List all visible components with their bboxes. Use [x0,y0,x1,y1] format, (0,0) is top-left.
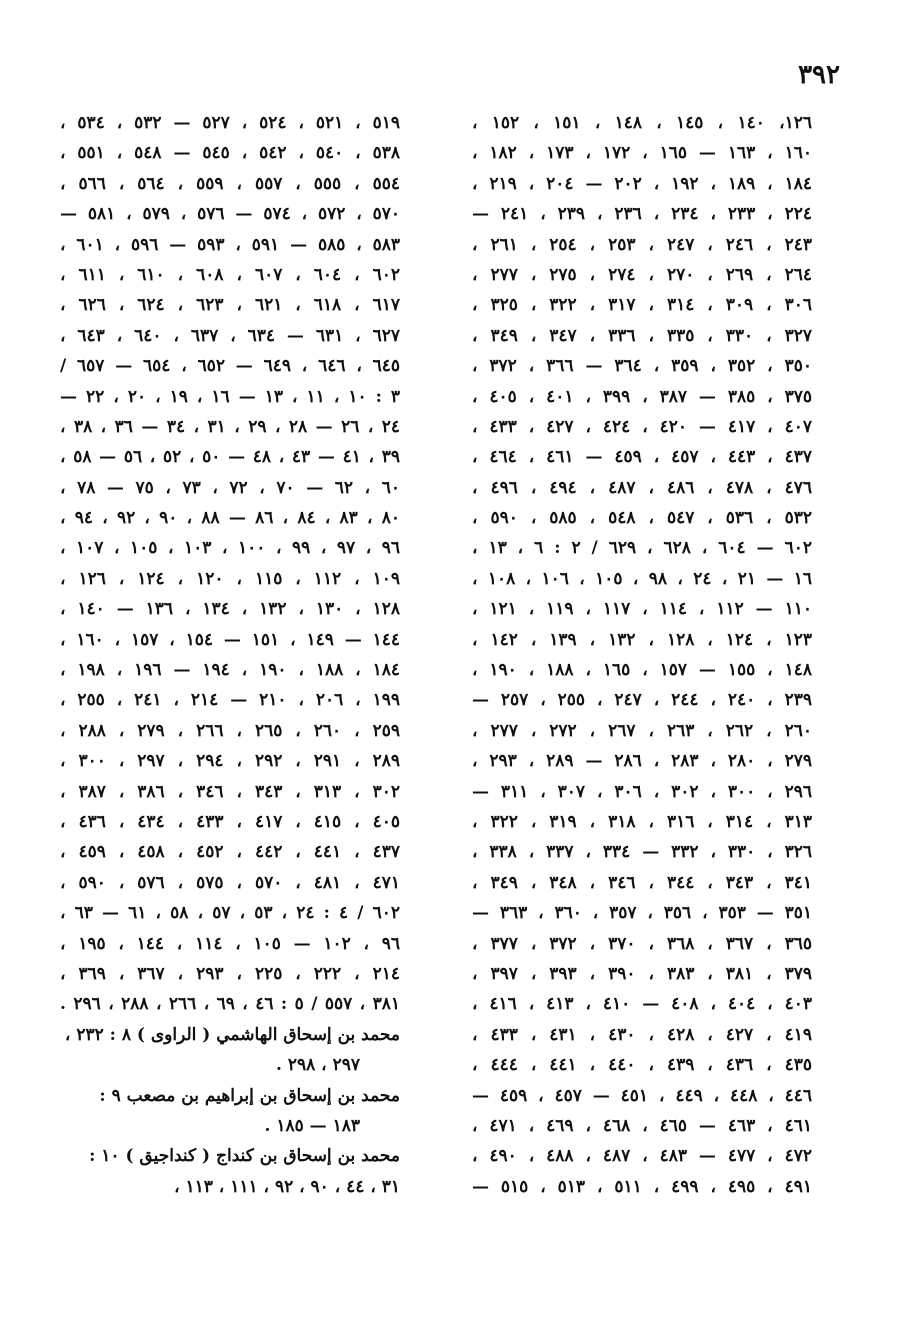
index-line: ٢٥٩ ، ٢٦٠ ، ٢٦٥ ، ٢٦٦ ، ٢٧٩ ، ٢٨٨ ، [60,720,400,741]
index-line: ٥٣٢ ، ٥٣٦ ، ٥٤٧ ، ٥٤٨ ، ٥٨٥ ، ٥٩٠ ، [472,508,812,529]
index-line: ٤٣٥ ، ٤٣٦ ، ٤٣٩ ، ٤٤٠ ، ٤٤١ ، ٤٤٤ ، [472,1055,812,1076]
index-line: ٥١٩ ، ٥٢١ ، ٥٢٤ ، ٥٢٧ — ٥٣٢ ، ٥٣٤ ، [60,113,400,133]
entry-line: محمد بن إسحاق الهاشمي ( الراوى ) ٨ : ٢٣٢ ، [64,1024,400,1045]
index-line: ٣١٣ ، ٣١٤ ، ٣١٦ ، ٣١٨ ، ٣١٩ ، ٣٢٢ ، [472,811,812,832]
index-line: ١٠٩ ، ١١٢ ، ١١٥ ، ١٢٠ ، ١٢٤ ، ١٢٦ ، [60,568,400,589]
index-line: ٣٧٥ ، ٣٨٥ — ٣٨٧ ، ٣٩٩ ، ٤٠١ ، ٤٠٥ ، [472,386,812,407]
index-line: ٩٦ ، ٩٧ ، ٩٩ ، ١٠٠ ، ١٠٣ ، ١٠٥ ، ١٠٧ ، [60,538,400,559]
entry-line: محمد بن إسحاق بن إبراهيم بن مصعب ٩ : [99,1085,400,1106]
index-line: ٥٨٣ ، ٥٨٥ — ٥٩١ ، ٥٩٣ — ٥٩٦ ، ٦٠١ ، [60,234,400,255]
index-entry [60,1020,400,1081]
index-line: ٢٦٤ ، ٢٦٩ ، ٢٧٠ ، ٢٧٤ ، ٢٧٥ ، ٢٧٧ ، [472,264,812,285]
index-line: ٣٧٩ ، ٣٨١ ، ٣٨٣ ، ٣٩٠ ، ٣٩٣ ، ٣٩٧ ، [472,963,812,984]
index-line: ٤١٩ ، ٤٢٧ ، ٤٢٨ ، ٤٣٠ ، ٤٣١ ، ٤٣٣ ، [472,1024,812,1045]
index-line: ١٩٩ ، ٢٠٦ ، ٢١٠ — ٢١٤ ، ٢٤١ ، ٢٥٥ ، [60,690,400,711]
page-number: ٣٩٢ [798,60,840,90]
index-line: ٤٧١ ، ٤٨١ ، ٥٧٠ ، ٥٧٥ ، ٥٧٦ ، ٥٩٠ ، [60,872,400,893]
index-line: ٢٩٦ ، ٣٠٠ ، ٣٠٢ ، ٣٠٦ ، ٣٠٧ ، ٣١١ — [472,781,812,802]
index-line: ١٦٠ ، ١٦٣ — ١٦٥ ، ١٧٢ ، ١٧٣ ، ١٨٢ ، [472,143,812,164]
index-line: ٤٧٢ ، ٤٧٧ — ٤٨٣ ، ٤٨٧ ، ٤٨٨ ، ٤٩٠ ، [472,1146,812,1167]
index-line: ٣٥١ — ٣٥٣ ، ٣٥٦ ، ٣٥٧ ، ٣٦٠ ، ٣٦٣ — [472,903,812,924]
index-line: ٢٤٣ ، ٢٤٦ ، ٢٤٧ ، ٢٥٣ ، ٢٥٤ ، ٢٦١ ، [472,234,812,255]
index-line: ١٢٨ ، ١٣٠ ، ١٣٢ ، ١٣٤ ، ١٣٦ — ١٤٠ ، [60,599,400,620]
left-column-numbers [60,108,400,1020]
index-line: ٣٦٥ ، ٣٦٧ ، ٣٦٨ ، ٣٧٠ ، ٣٧٢ ، ٣٧٧ ، [472,933,812,954]
index-line: ١٤٨ ، ١٥٥ — ١٥٧ ، ١٦٥ ، ١٨٨ ، ١٩٠ ، [472,660,812,681]
index-line: ٢٢٤ ، ٢٣٣ ، ٢٣٤ ، ٢٣٦ ، ٢٣٩ ، ٢٤١ — [472,204,812,225]
index-line: ٤٦١ ، ٤٦٣ — ٤٦٥ ، ٤٦٨ ، ٤٦٩ ، ٤٧١ ، [472,1115,812,1136]
index-line: ٣٤١ ، ٣٤٣ ، ٣٤٤ ، ٣٤٦ ، ٣٤٨ ، ٣٤٩ ، [472,872,812,893]
index-line: ٦١٧ ، ٦١٨ ، ٦٢١ ، ٦٢٣ ، ٦٢٤ ، ٦٢٦ ، [60,295,400,316]
index-line: ٣٨١ ، ٥٥٧ / ٥ : ٤٦ ، ٦٩ ، ٢٦٦ ، ٢٨٨ ، ٢٩٦ . [60,994,400,1015]
index-line: ٤٣٧ ، ٤٤٣ ، ٤٥٧ ، ٤٥٩ — ٤٦١ ، ٤٦٤ ، [472,447,812,468]
index-line: ٤٣٧ ، ٤٤١ ، ٤٤٢ ، ٤٥٢ ، ٤٥٨ ، ٤٥٩ ، [60,842,400,863]
index-line: ٦٠٢ — ٦٠٤ ، ٦٢٨ ، ٦٢٩ / ٢ : ٦ ، ١٣ ، [472,538,812,559]
left-column [60,108,400,1202]
index-line: ٥٥٤ ، ٥٥٥ ، ٥٥٧ ، ٥٥٩ ، ٥٦٤ ، ٥٦٦ ، [60,173,400,194]
index-line: ٢٧٩ ، ٢٨٠ ، ٢٨٣ ، ٢٨٦ — ٢٨٩ ، ٢٩٣ ، [472,751,812,772]
index-line: ٣٠٢ ، ٣١٣ ، ٣٤٣ ، ٣٤٦ ، ٣٨٦ ، ٣٨٧ ، [60,781,400,802]
index-line: ٣ : ١٠ ، ١١ ، ١٣ — ١٦ ، ١٩ ، ٢٠ ، ٢٢ — [60,386,400,407]
index-line: ٨٠ ، ٨٣ ، ٨٤ ، ٨٦ — ٨٨ ، ٩٠ ، ٩٢ ، ٩٤ ، [60,508,400,529]
index-entry [60,1081,400,1142]
index-line: ٦٠ ، ٦٢ — ٧٠ ، ٧٢ ، ٧٣ ، ٧٥ — ٧٨ ، [60,477,400,498]
entry-line: ١٨٣ — ١٨٥ . [264,1115,360,1136]
index-line: ١٢٦، ١٤٠ ، ١٤٥ ، ١٤٨ ، ١٥١ ، ١٥٢ ، [472,113,812,133]
entry-line: محمد بن إسحاق بن كنداج ( كنداجيق ) ١٠ : [89,1146,400,1167]
index-line: ٣٥٠ ، ٣٥٢ ، ٣٥٩ ، ٣٦٤ — ٣٦٦ ، ٣٧٢ ، [472,356,812,377]
index-entry [60,1141,400,1202]
index-line: ٤٠٥ ، ٤١٥ ، ٤١٧ ، ٤٣٣ ، ٤٣٤ ، ٤٣٦ ، [60,811,400,832]
index-line: ٦٠٢ ، ٦٠٤ ، ٦٠٧ ، ٦٠٨ ، ٦١٠ ، ٦١١ ، [60,264,400,285]
index-line: ٩٦ ، ١٠٢ — ١٠٥ ، ١١٤ ، ١٤٤ ، ١٩٥ ، [60,933,400,954]
index-line: ٣٢٧ ، ٣٣٠ ، ٣٣٥ ، ٣٣٦ ، ٣٤٧ ، ٣٤٩ ، [472,325,812,346]
right-column [472,108,812,1202]
index-line: ١٢٣ ، ١٢٤ ، ١٢٨ ، ١٣٢ ، ١٣٩ ، ١٤٢ ، [472,629,812,650]
index-line: ٤٠٧ ، ٤١٧ — ٤٢٠ ، ٤٢٤ ، ٤٢٧ ، ٤٣٣ ، [472,416,812,437]
index-line: ٢٦٠ ، ٢٦٢ ، ٢٦٣ ، ٢٦٧ ، ٢٧٢ ، ٢٧٧ ، [472,720,812,741]
index-line: ٦٢٧ ، ٦٣١ — ٦٣٤ ، ٦٣٧ ، ٦٤٠ ، ٦٤٣ ، [60,325,400,346]
entry-line: ٢٩٧ ، ٢٩٨ . [276,1055,360,1076]
index-line: ٣٩ ، ٤١ — ٤٣ ، ٤٨ — ٥٠ ، ٥٢ ، ٥٦ — ٥٨ ، [60,447,400,468]
index-line: ٥٧٠ ، ٥٧٢ ، ٥٧٤ — ٥٧٦ ، ٥٧٩ ، ٥٨١ — [60,204,400,225]
index-line: ٦٠٢ / ٤ : ٢٤ ، ٥٣ ، ٥٧ ، ٥٨ ، ٦١ — ٦٣ ، [60,903,400,924]
index-line: ٤٧٦ ، ٤٧٨ ، ٤٨٦ ، ٤٨٧ ، ٤٩٤ ، ٤٩٦ ، [472,477,812,498]
index-line: ٤٩١ ، ٤٩٥ ، ٤٩٩ ، ٥١١ ، ٥١٣ ، ٥١٥ — [472,1176,812,1197]
index-line: ٦٤٥ ، ٦٤٦ ، ٦٤٩ — ٦٥٢ ، ٦٥٤ — ٦٥٧ / [60,356,400,377]
index-line: ٤٠٣ ، ٤٠٤ ، ٤٠٨ — ٤١٠ ، ٤١٣ ، ٤١٦ ، [472,994,812,1015]
index-line: ١٦ — ٢١ ، ٢٤ ، ٩٨ ، ١٠٥ ، ١٠٦ ، ١٠٨ ، [472,568,812,589]
index-line: ١١٠ — ١١٢ ، ١١٤ ، ١١٧ ، ١١٩ ، ١٢١ ، [472,599,812,620]
index-line: ١٨٤ ، ١٨٨ ، ١٩٠ ، ١٩٤ — ١٩٦ ، ١٩٨ ، [60,660,400,681]
index-line: ٣٢٦ ، ٣٣٠ ، ٣٣٢ — ٣٣٤ ، ٣٣٧ ، ٣٣٨ ، [472,842,812,863]
entry-line: ٣١ ، ٤٤ ، ٩٠ ، ٩٢ ، ١١١ ، ١١٣ ، [174,1176,400,1197]
index-line: ٢٨٩ ، ٢٩١ ، ٢٩٢ ، ٢٩٤ ، ٢٩٧ ، ٣٠٠ ، [60,751,400,772]
index-line: ١٨٤ ، ١٨٩ ، ١٩٢ ، ٢٠٢ — ٢٠٤ ، ٢١٩ ، [472,173,812,194]
index-line: ٢٣٩ ، ٢٤٠ ، ٢٤٤ ، ٢٤٧ ، ٢٥٥ ، ٢٥٧ — [472,690,812,711]
index-line: ٤٤٦ ، ٤٤٨ ، ٤٤٩ ، ٤٥١ — ٤٥٧ ، ٤٥٩ — [472,1085,812,1106]
index-line: ١٤٤ — ١٤٩ ، ١٥١ — ١٥٤ ، ١٥٧ ، ١٦٠ ، [60,629,400,650]
index-line: ٥٣٨ ، ٥٤٠ ، ٥٤٢ ، ٥٤٥ — ٥٤٨ ، ٥٥١ ، [60,143,400,164]
index-line: ٣٠٦ ، ٣٠٩ ، ٣١٤ ، ٣١٧ ، ٣٢٢ ، ٣٢٥ ، [472,295,812,316]
index-line: ٢٤ ، ٢٦ — ٢٨ ، ٢٩ ، ٣١ ، ٣٤ — ٣٦ ، ٣٨ ، [60,416,400,437]
index-line: ٢١٤ ، ٢٢٢ ، ٢٢٥ ، ٢٩٣ ، ٣٦٧ ، ٣٦٩ ، [60,963,400,984]
